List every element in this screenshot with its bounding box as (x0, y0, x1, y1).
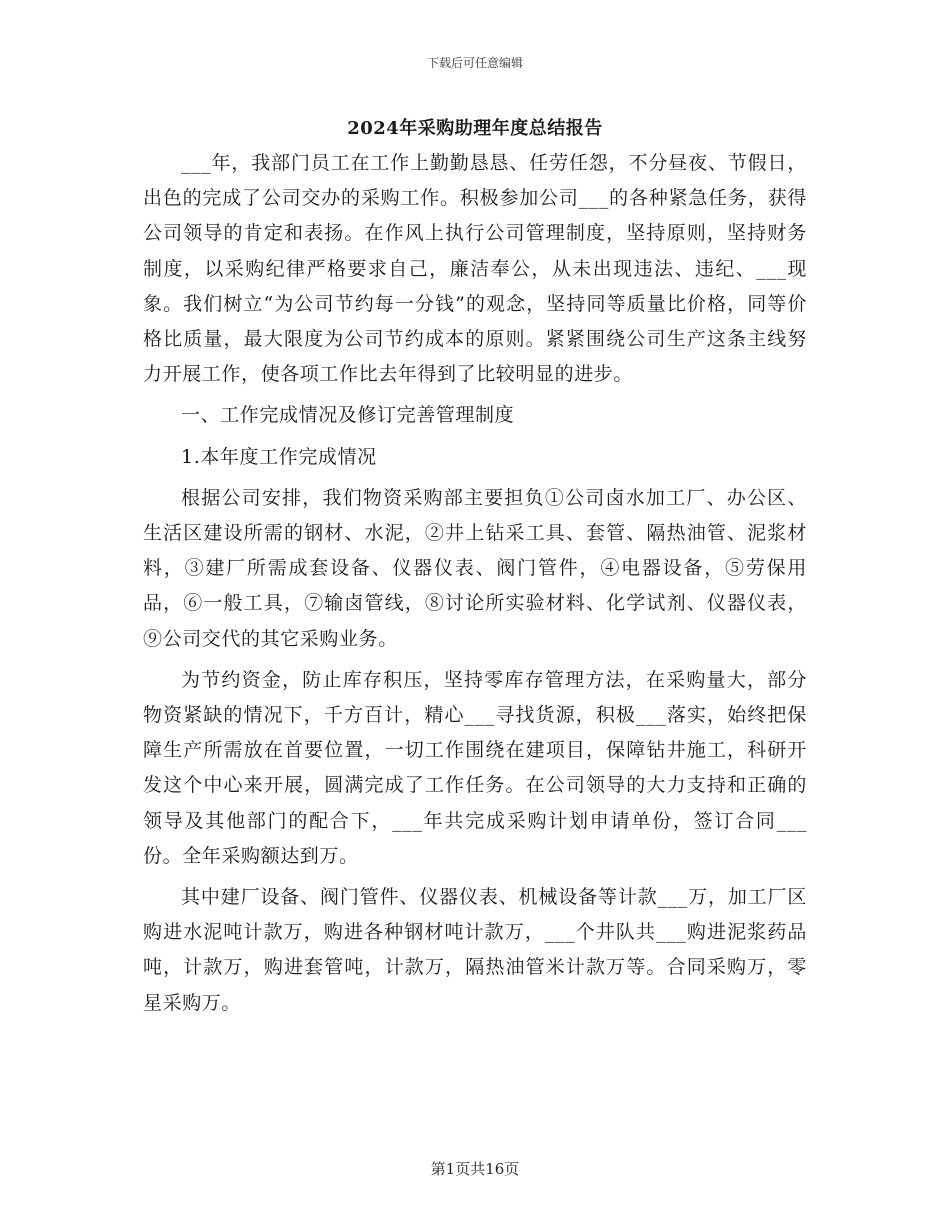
page-number: 第1页共16页 (430, 1160, 520, 1178)
paragraph-responsibilities: 根据公司安排，我们物资采购部主要担负①公司卤水加工厂、办公区、生活区建设所需的钢材、水泥，②井上钻采工具、套管、隔热油管、泥浆材料，③建厂所需成套设备、仪器仪表、阀门管件，④电器设备，⑤劳保用品，⑥一般工具，⑦输卤管线，⑧讨论所实验材料、化学试剂、仪器仪表，⑨公司交代的其它采购业务。 (143, 486, 807, 650)
page-header-note: 下载后可任意编辑 (426, 56, 523, 70)
paragraph-savings: 为节约资金，防止库存积压，坚持零库存管理方法，在采购量大，部分物资紧缺的情况下，千方百计，精心___寻找货源，积极___落实，始终把保障生产所需放在首要位置，一切工作围绕在建项目，保障钻井施工，科研开发这个中心来开展，圆满完成了工作任务。在公司领导的大力支持和正确的领导及其他部门的配合下，___年共完成采购计划申请单份，签订合同___份。全年采购额达到万。 (143, 668, 807, 867)
paragraph-intro: ___年，我部门员工在工作上勤勤恳恳、任劳任怨，不分昼夜、节假日，出色的完成了公司交办的采购工作。积极参加公司___的各种紧急任务，获得公司领导的肯定和表扬。在作风上执行公司管理制度，坚持原则，坚持财务制度，以采购纪律严格要求自己，廉洁奉公，从未出现违法、违纪、___现象。我们树立“为公司节约每一分钱”的观念，坚持同等质量比价格，同等价格比质量，最大限度为公司节约成本的原则。紧紧围绕公司生产这条主线努力开展工作，使各项工作比去年得到了比较明显的进步。 (143, 152, 807, 386)
document-title: 2024年采购助理年度总结报告 (347, 118, 603, 139)
subsection-heading-1-1: 1.本年度工作完成情况 (181, 445, 377, 468)
paragraph-purchase-details: 其中建厂设备、阀门管件、仪器仪表、机械设备等计款___万，加工厂区购进水泥吨计款万，购进各种钢材吨计款万，___个井队共___购进泥浆药品吨，计款万，购进套管吨，计款万，隔热油管米计款万等。合同采购万，零星采购万。 (143, 886, 807, 1014)
section-heading-1: 一、工作完成情况及修订完善管理制度 (181, 404, 515, 427)
document-body (143, 146, 807, 1021)
